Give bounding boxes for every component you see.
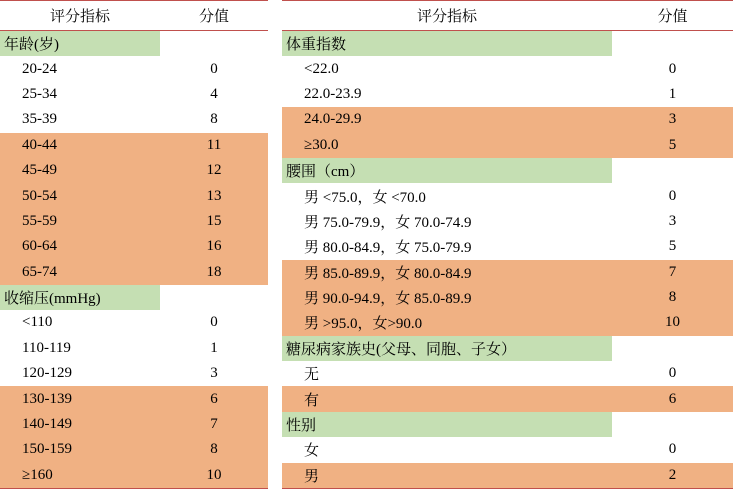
row-score-value: 8 (160, 107, 268, 132)
row-score-value (612, 31, 733, 57)
row-score-value: 2 (612, 463, 733, 489)
table-row (0, 310, 268, 335)
header-score: 分值 (160, 1, 268, 31)
row-item-label: 150-159 (0, 437, 160, 462)
row-score-value: 16 (160, 234, 268, 259)
row-score-value: 11 (160, 133, 268, 158)
row-score-value: 5 (612, 133, 733, 158)
table-row (0, 437, 268, 462)
row-score-value: 7 (612, 260, 733, 285)
table-row (282, 234, 733, 259)
row-item-label: 25-34 (0, 82, 160, 107)
table-row (0, 82, 268, 107)
row-score-value: 0 (160, 56, 268, 81)
header-indicator: 评分指标 (282, 1, 612, 31)
table-row (0, 285, 268, 310)
row-score-value: 0 (612, 56, 733, 81)
row-score-value: 1 (160, 336, 268, 361)
row-item-label: 20-24 (0, 56, 160, 81)
row-item-label: ≥160 (0, 463, 160, 489)
table-row (0, 234, 268, 259)
table-row (282, 463, 733, 489)
row-item-label: 120-129 (0, 361, 160, 386)
left-table-body (0, 31, 268, 489)
row-item-label: 男 >95.0，女>90.0 (282, 310, 612, 335)
row-item-label: 男 (282, 463, 612, 489)
table-header-row (282, 1, 733, 31)
row-score-value: 8 (612, 285, 733, 310)
row-score-value: 6 (612, 386, 733, 411)
row-item-label: 男 <75.0，女 <70.0 (282, 183, 612, 208)
row-item-label: 35-39 (0, 107, 160, 132)
table-row (282, 133, 733, 158)
row-score-value: 0 (612, 361, 733, 386)
row-group-label: 收缩压(mmHg) (0, 285, 160, 310)
row-group-label: 性别 (282, 412, 612, 437)
row-item-label: <110 (0, 310, 160, 335)
row-item-label: <22.0 (282, 56, 612, 81)
table-row (282, 107, 733, 132)
row-group-label: 糖尿病家族史(父母、同胞、子女） (282, 336, 612, 361)
row-score-value: 10 (160, 463, 268, 489)
row-score-value (612, 336, 733, 361)
row-score-value: 15 (160, 209, 268, 234)
row-score-value (160, 285, 268, 310)
row-score-value: 3 (160, 361, 268, 386)
table-row (0, 158, 268, 183)
row-score-value: 1 (612, 82, 733, 107)
left-score-table (0, 0, 268, 489)
right-table-body (282, 31, 733, 489)
row-item-label: 45-49 (0, 158, 160, 183)
row-score-value: 5 (612, 234, 733, 259)
table-row (0, 56, 268, 81)
header-score: 分值 (612, 1, 733, 31)
row-item-label: ≥30.0 (282, 133, 612, 158)
table-row (282, 361, 733, 386)
row-score-value: 4 (160, 82, 268, 107)
row-item-label: 男 85.0-89.9，女 80.0-84.9 (282, 260, 612, 285)
row-score-value: 6 (160, 386, 268, 411)
row-score-value: 7 (160, 412, 268, 437)
table-row (282, 209, 733, 234)
right-score-table (282, 0, 733, 489)
table-row (282, 158, 733, 183)
row-item-label: 40-44 (0, 133, 160, 158)
row-item-label: 60-64 (0, 234, 160, 259)
row-score-value: 3 (612, 107, 733, 132)
table-row (0, 336, 268, 361)
row-score-value: 12 (160, 158, 268, 183)
row-item-label: 22.0-23.9 (282, 82, 612, 107)
table-row (0, 183, 268, 208)
table-row (282, 260, 733, 285)
row-score-value: 8 (160, 437, 268, 462)
row-group-label: 年龄(岁) (0, 31, 160, 57)
row-item-label: 24.0-29.9 (282, 107, 612, 132)
table-row (0, 463, 268, 489)
row-score-value: 0 (612, 183, 733, 208)
row-score-value (612, 412, 733, 437)
row-score-value: 0 (160, 310, 268, 335)
row-item-label: 110-119 (0, 336, 160, 361)
row-score-value: 0 (612, 437, 733, 462)
row-item-label: 65-74 (0, 260, 160, 285)
table-row (282, 412, 733, 437)
table-row (282, 386, 733, 411)
row-score-value: 13 (160, 183, 268, 208)
table-row (282, 56, 733, 81)
table-row (282, 31, 733, 57)
table-row (0, 107, 268, 132)
table-row (0, 133, 268, 158)
table-row (0, 412, 268, 437)
row-item-label: 130-139 (0, 386, 160, 411)
row-item-label: 55-59 (0, 209, 160, 234)
table-row (282, 310, 733, 335)
table-row (282, 82, 733, 107)
row-item-label: 男 80.0-84.9，女 75.0-79.9 (282, 234, 612, 259)
row-score-value: 18 (160, 260, 268, 285)
right-table-column (282, 0, 733, 494)
row-item-label: 女 (282, 437, 612, 462)
row-item-label: 50-54 (0, 183, 160, 208)
header-indicator: 评分指标 (0, 1, 160, 31)
table-row (0, 31, 268, 57)
row-score-value (160, 31, 268, 57)
table-row (0, 260, 268, 285)
row-score-value: 3 (612, 209, 733, 234)
table-row (282, 336, 733, 361)
row-item-label: 有 (282, 386, 612, 411)
left-table-column (0, 0, 268, 494)
table-row (282, 437, 733, 462)
table-row (0, 361, 268, 386)
row-item-label: 140-149 (0, 412, 160, 437)
row-item-label: 无 (282, 361, 612, 386)
row-score-value (612, 158, 733, 183)
row-item-label: 男 90.0-94.9，女 85.0-89.9 (282, 285, 612, 310)
table-header-row (0, 1, 268, 31)
table-row (282, 183, 733, 208)
row-item-label: 男 75.0-79.9，女 70.0-74.9 (282, 209, 612, 234)
row-group-label: 腰围（cm） (282, 158, 612, 183)
table-row (0, 386, 268, 411)
column-separator (268, 0, 282, 494)
table-row (282, 285, 733, 310)
row-score-value: 10 (612, 310, 733, 335)
table-row (0, 209, 268, 234)
row-group-label: 体重指数 (282, 31, 612, 57)
